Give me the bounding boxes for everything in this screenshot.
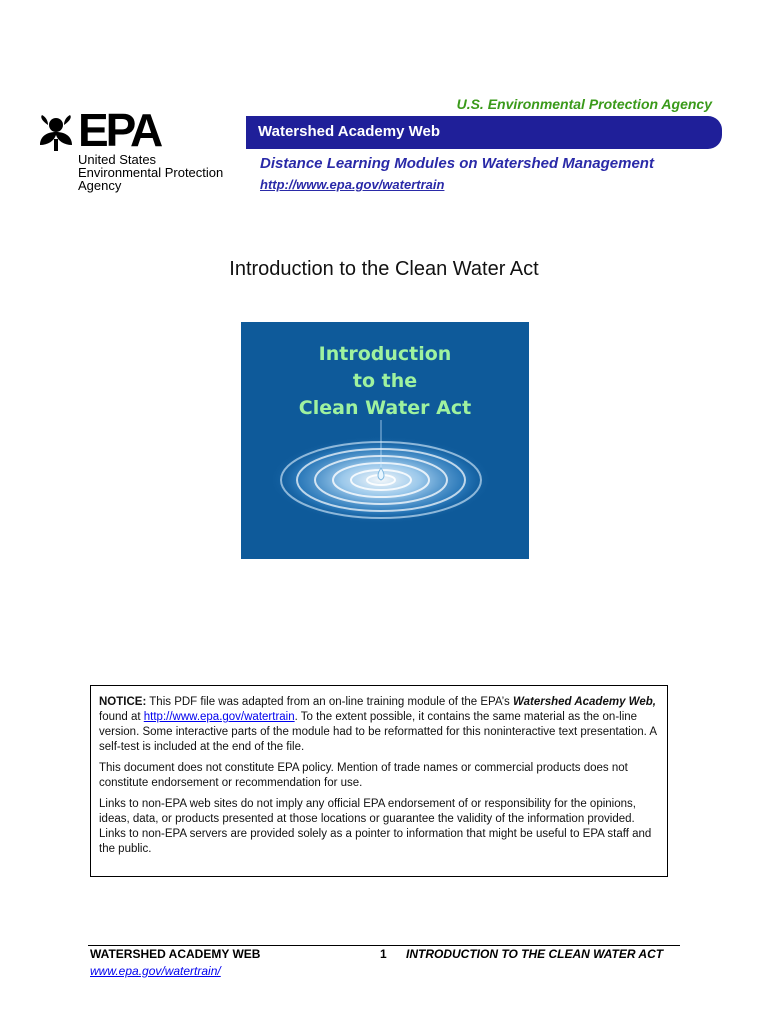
cover-title-line: to the: [352, 370, 418, 392]
logo-agency-text: [78, 153, 223, 192]
logo-agency-line: Agency: [78, 178, 122, 193]
notice-text: . To the extent possible, it contains the same material as the on-line version. Some interactive parts of the module had to be reformatted for this noninteractive text presentation. A self-test is included at the end of the file.: [99, 711, 657, 753]
notice-box: [90, 685, 668, 877]
notice-text: found at: [99, 711, 144, 723]
site-banner: [246, 116, 722, 149]
notice-brand: Watershed Academy Web,: [512, 696, 656, 708]
cover-title: [241, 341, 529, 422]
epa-logo: [38, 104, 248, 198]
notice-paragraph-2: This document does not constitute EPA policy. Mention of trade names or commercial products does not constitute endorsement or recommendation for use.: [99, 762, 628, 789]
cover-title-line: Introduction: [318, 343, 452, 365]
footer-page-number: 1: [380, 947, 387, 961]
notice-label: NOTICE:: [99, 696, 147, 708]
document-title: Introduction to the Clean Water Act: [229, 258, 539, 280]
footer-url-link[interactable]: www.epa.gov/watertrain/: [90, 964, 221, 978]
epa-flower-icon: [38, 113, 74, 153]
footer-divider: [88, 945, 680, 946]
footer-right-title: INTRODUCTION TO THE CLEAN WATER ACT: [406, 947, 664, 961]
agency-name: U.S. Environmental Protection Agency: [456, 96, 712, 112]
notice-paragraph-3: Links to non-EPA web sites do not imply any official EPA endorsement of or responsibility for the opinions, ideas, data, or products presented at those locations or guarantee the validity of the information provided. Links to non-EPA servers are provided solely as a pointer to information that might be useful to EPA staff and the public.: [99, 798, 652, 855]
notice-text: This PDF file was adapted from an on-line training module of the EPA’s: [146, 696, 513, 708]
notice-link[interactable]: http://www.epa.gov/watertrain: [143, 711, 295, 723]
logo-agency-line: Environmental Protection: [78, 165, 224, 180]
cover-image: [241, 322, 529, 559]
notice-paragraph-1: [99, 695, 657, 755]
logo-agency-line: United States: [78, 152, 157, 167]
epa-logo-letters: EPA: [78, 104, 161, 156]
header-subtitle: Distance Learning Modules on Watershed Management: [260, 155, 654, 172]
cover-title-line: Clean Water Act: [298, 397, 472, 419]
footer-left-title: WATERSHED ACADEMY WEB: [90, 947, 261, 961]
banner-title: Watershed Academy Web: [258, 123, 440, 140]
header-url-link[interactable]: http://www.epa.gov/watertrain: [260, 177, 445, 192]
